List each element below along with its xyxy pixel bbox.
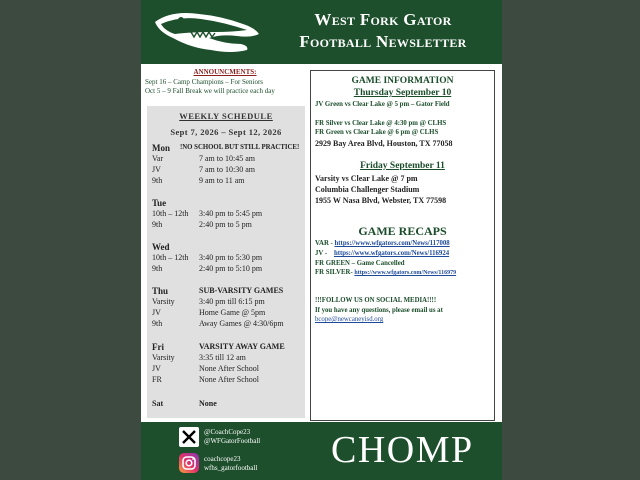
group-label: JV [152,308,161,317]
x-icon[interactable] [179,427,199,447]
recap-fr-silver-link[interactable]: https://www.wfgators.com/News/116979 [354,270,457,276]
time-value: 9 am to 11 am [199,176,245,185]
game-info-heading: GAME INFORMATION [351,76,454,86]
day-label: Fri [152,342,164,352]
day-label: Sat [152,399,164,408]
x-handle[interactable]: @CoachCope23 [204,428,251,436]
schedule-dates: Sept 7, 2026 – Sept 12, 2026 [170,127,282,137]
game-line: JV Green vs Clear Lake @ 5 pm – Gator Field [315,101,450,108]
recap-fr-green: FR GREEN – Game Cancelled [315,260,405,267]
time-value: 7 am to 10:30 am [199,165,255,174]
time-value: 2:40 pm to 5:10 pm [199,264,263,273]
recap-label: FR SILVER- [315,269,355,276]
group-label: 9th [152,220,163,229]
recap-label: VAR - [315,240,335,247]
recap-jv-link[interactable]: https://www.wfgators.com/News/116924 [333,250,450,257]
instagram-handle[interactable]: coachcope23 [204,455,241,463]
friday-heading: Friday September 11 [360,161,445,171]
group-label: 9th [152,264,163,273]
chomp-slogan: CHOMP [331,429,474,471]
questions-text: If you have any questions, please email us at [315,307,443,314]
instagram-handles [204,455,257,473]
x-handle[interactable]: @WFGatorFootball [204,437,261,445]
announcements-heading: ANNOUNCMENTS: [193,68,257,76]
recap-fr-silver [315,269,456,276]
time-value: None After School [199,364,259,373]
recap-var [315,240,450,247]
day-note: VARSITY AWAY GAME [199,342,285,351]
title-line-1: West Fork Gator [314,10,452,29]
recap-var-link[interactable]: https://www.wfgators.com/News/117008 [334,240,450,247]
time-value: Away Games @ 4:30/6pm [199,319,284,328]
group-label: Varsity [152,353,175,362]
group-label: JV [152,165,161,174]
announcements [145,68,305,97]
day-note: SUB-VARSITY GAMES [199,286,284,295]
recaps-heading: GAME RECAPS [358,224,447,238]
announcement-item: Oct 5 – 9 Fall Break we will practice each day [145,87,275,95]
day-label: Thu [152,286,169,296]
game-line: FR Silver vs Clear Lake @ 4:30 pm @ CLHS [315,120,447,127]
time-value: 3:40 pm till 6:15 pm [199,297,265,306]
group-label: 9th [152,176,163,185]
footer-banner [141,422,502,480]
contact-email-link[interactable] [315,316,383,323]
game-line: Varsity vs Clear Lake @ 7 pm [315,174,418,183]
social-callout: !!!FOLLOW US ON SOCIAL MEDIA!!!! [315,297,437,304]
time-value: 3:40 pm to 5:30 pm [199,253,263,262]
schedule-title: WEEKLY SCHEDULE [179,111,273,121]
group-label: 10th – 12th [152,209,189,218]
thursday-heading: Thursday September 10 [353,88,452,98]
game-information-box [310,70,495,421]
game-line: Columbia Challenger Stadium [315,185,420,194]
newsletter-page [141,0,502,480]
time-value: Home Game @ 5pm [199,308,266,317]
group-label: Var [152,154,164,163]
day-label: Wed [152,242,170,252]
group-label: JV [152,364,161,373]
weekly-schedule [147,106,305,418]
title-line-2: Football Newsletter [299,32,467,51]
time-value: None After School [199,375,259,384]
recap-label: JV - [315,250,334,257]
recap-jv [315,250,449,257]
time-value: 7 am to 10:45 am [199,154,255,163]
announcement-item: Sept 16 – Camp Champions – For Seniors [145,77,264,86]
game-line: FR Green vs Clear Lake @ 6 pm @ CLHS [315,129,439,136]
day-note: !NO SCHOOL BUT STILL PRACTICE! [180,144,300,151]
day-label: Mon [152,143,170,153]
email-address[interactable]: bcope@newcaneyisd.org [315,316,384,323]
newsletter-title [269,9,497,53]
instagram-handle[interactable]: wfhs_gatorfootball [204,464,258,472]
group-label: 9th [152,319,163,328]
day-label: Tue [152,198,167,208]
instagram-icon[interactable] [179,453,199,473]
time-value: 3:35 till 12 am [199,353,246,362]
time-value: 2:40 pm to 5 pm [199,220,252,229]
time-value: 3:40 pm to 5:45 pm [199,209,263,218]
gator-logo-icon [151,4,263,60]
game-address: 1955 W Nasa Blvd, Webster, TX 77598 [315,196,447,205]
group-label: Varsity [152,297,175,306]
header-banner [141,0,502,64]
day-note: None [199,399,217,408]
group-label: 10th – 12th [152,253,189,262]
x-handles [204,428,260,446]
group-label: FR [152,375,162,384]
game-address: 2929 Bay Area Blvd, Houston, TX 77058 [315,139,453,148]
